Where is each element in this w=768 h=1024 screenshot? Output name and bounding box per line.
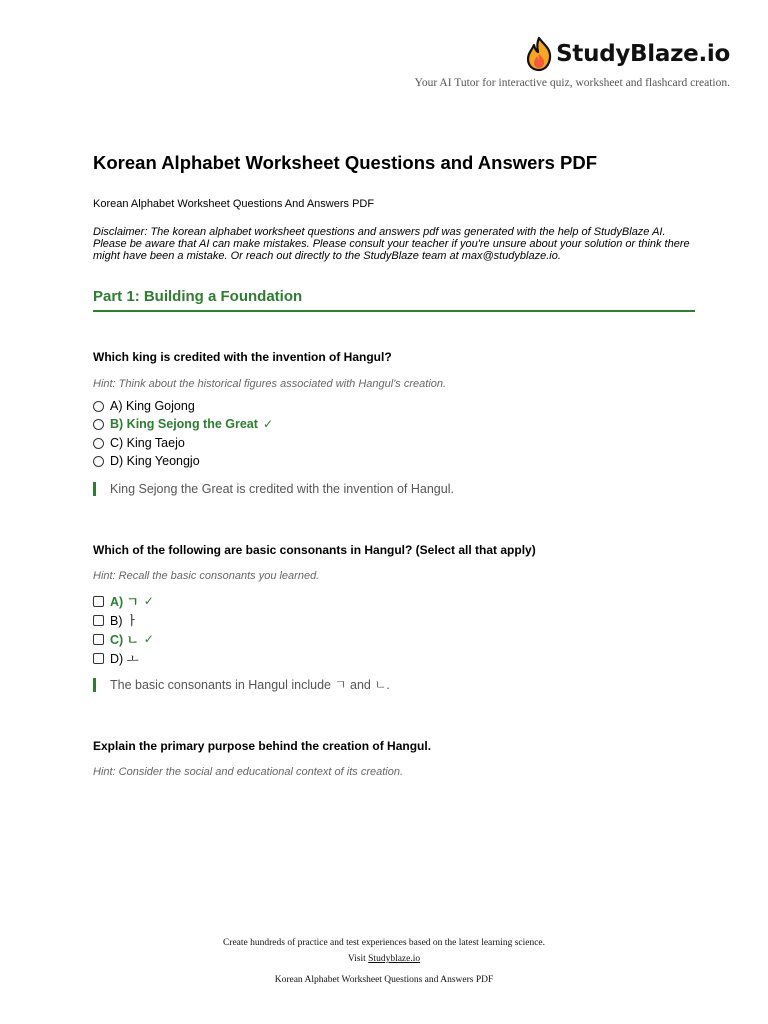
- question-1-option-b[interactable]: [93, 417, 273, 431]
- page-subtitle: Korean Alphabet Worksheet Questions And Answers PDF: [93, 198, 375, 210]
- question-2-hint: Hint: Recall the basic consonants you learned.: [93, 570, 320, 582]
- radio-button[interactable]: [93, 419, 104, 430]
- checkbox[interactable]: [93, 615, 104, 626]
- checkmark-icon: ✓: [262, 417, 273, 431]
- question-3-hint: Hint: Consider the social and educational context of its creation.: [93, 766, 404, 778]
- question-1-text: Which king is credited with the invention of Hangul?: [93, 350, 392, 364]
- option-label: B) King Sejong the Great: [110, 417, 258, 431]
- question-1-option-d[interactable]: [93, 454, 200, 468]
- question-1-hint: Hint: Think about the historical figures associated with Hangul's creation.: [93, 378, 447, 390]
- footer-visit: [0, 954, 768, 964]
- option-label: D) King Yeongjo: [110, 454, 200, 468]
- question-2-option-a[interactable]: [93, 592, 154, 610]
- section-divider: [93, 310, 695, 312]
- option-label: B) ㅏ: [110, 614, 139, 628]
- radio-button[interactable]: [93, 438, 104, 449]
- question-2-option-c[interactable]: [93, 630, 154, 648]
- option-label: D) ㅗ: [110, 652, 139, 666]
- checkmark-icon: ✓: [143, 594, 154, 608]
- brand-name: StudyBlaze.io: [556, 41, 730, 67]
- option-label: C) ㄴ: [110, 633, 139, 647]
- option-label: C) King Taejo: [110, 436, 185, 450]
- question-1-option-c[interactable]: [93, 436, 185, 450]
- footer-promo: Create hundreds of practice and test experiences based on the latest learning science.: [222, 938, 546, 948]
- radio-button[interactable]: [93, 456, 104, 467]
- disclaimer: Disclaimer: The korean alphabet worksheet questions and answers pdf was generated with the help of StudyBlaze AI. Please be aware that AI can make mistakes. Please consult your teacher if you're unsure about your solution or think there might have been a mistake. Or reach out directly to the StudyBlaze team at max@studyblaze.io.: [93, 226, 690, 262]
- radio-button[interactable]: [93, 401, 104, 412]
- footer-doc-title: Korean Alphabet Worksheet Questions and Answers PDF: [274, 975, 494, 985]
- checkbox[interactable]: [93, 596, 104, 607]
- question-2-text: Which of the following are basic consonants in Hangul? (Select all that apply): [93, 543, 536, 557]
- studyblaze-link[interactable]: Studyblaze.io: [368, 954, 421, 964]
- brand-tagline: Your AI Tutor for interactive quiz, worksheet and flashcard creation.: [414, 77, 730, 89]
- question-1-option-a[interactable]: [93, 399, 195, 413]
- option-label: A) ㄱ: [110, 595, 139, 609]
- question-2-option-d[interactable]: [93, 649, 139, 667]
- checkbox[interactable]: [93, 634, 104, 645]
- option-label: A) King Gojong: [110, 399, 195, 413]
- question-2-answer: The basic consonants in Hangul include ㄱ and ㄴ.: [93, 678, 390, 692]
- brand-logo: [524, 36, 730, 72]
- checkbox[interactable]: [93, 653, 104, 664]
- flame-icon: [524, 36, 554, 72]
- footer-visit-prefix: Visit: [347, 954, 366, 964]
- section-title: Part 1: Building a Foundation: [93, 288, 303, 305]
- checkmark-icon: ✓: [143, 632, 154, 646]
- question-3-text: Explain the primary purpose behind the creation of Hangul.: [93, 739, 432, 753]
- page-title: Korean Alphabet Worksheet Questions and Answers PDF: [93, 152, 598, 173]
- question-1-answer: King Sejong the Great is credited with the invention of Hangul.: [93, 482, 454, 496]
- question-2-option-b[interactable]: [93, 611, 138, 629]
